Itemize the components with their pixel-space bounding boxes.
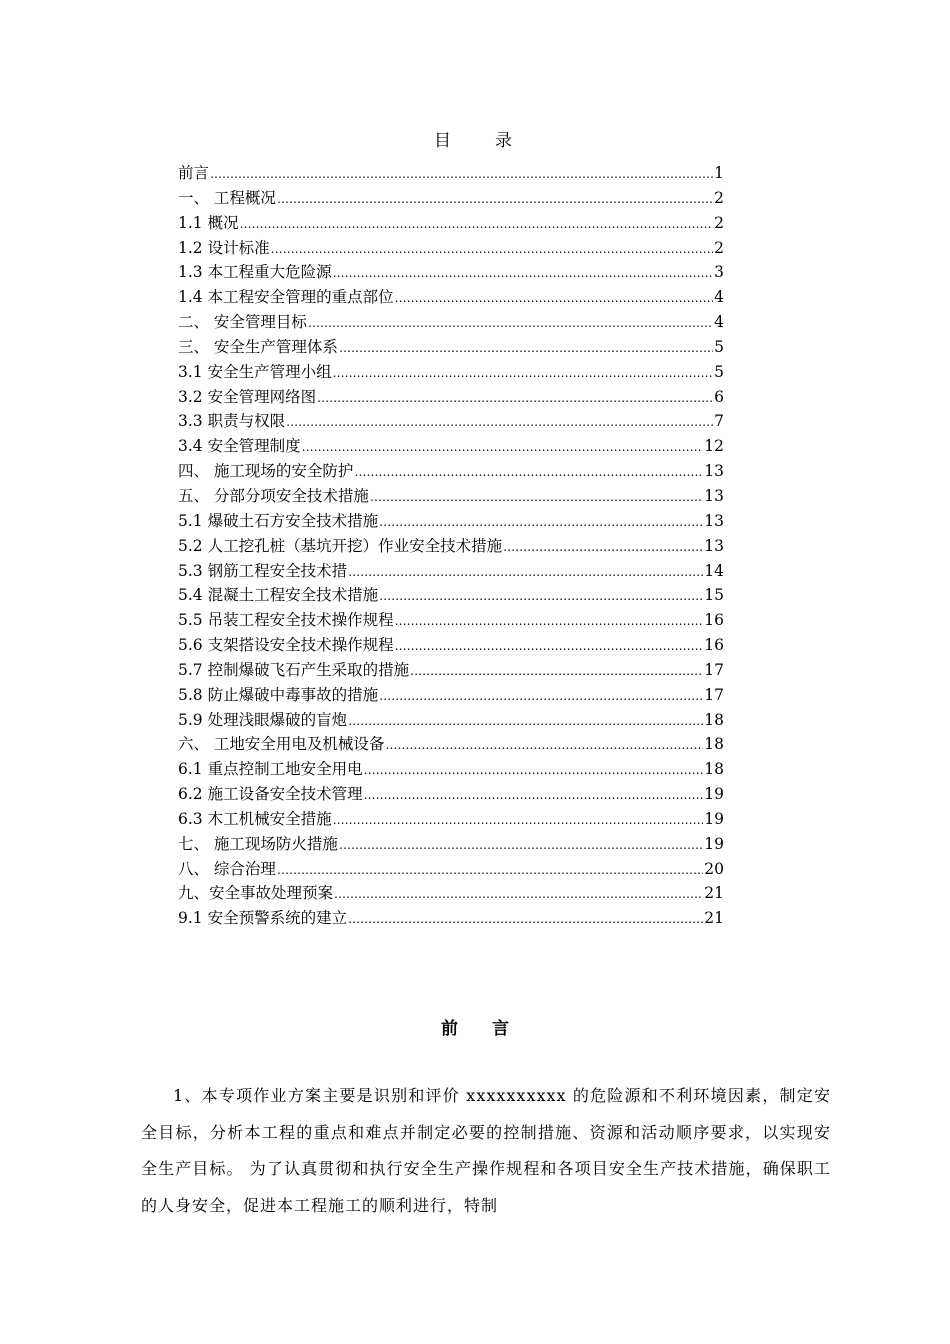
- toc-entry-page: 3: [714, 263, 724, 282]
- toc-entry-page: 13: [704, 486, 724, 505]
- toc-entry-label: 前言: [178, 164, 210, 182]
- toc-entry-leader: [308, 311, 713, 336]
- toc-entry[interactable]: [178, 757, 724, 782]
- toc-entry[interactable]: [178, 335, 724, 360]
- toc-entry-label: 5.5 吊装工程安全技术操作规程: [178, 611, 394, 630]
- toc-entry-page: 16: [704, 611, 724, 630]
- toc-entry-label: 3.2 安全管理网络图: [178, 387, 317, 406]
- toc-entry-page: 1: [714, 164, 724, 182]
- toc-entry-leader: [339, 336, 713, 361]
- toc-entry-label: 一、 工程概况: [178, 188, 276, 207]
- toc-entry[interactable]: [178, 807, 724, 832]
- toc-entry-leader: [385, 733, 703, 758]
- toc-entry-page: 21: [704, 884, 724, 903]
- toc-entry-page: 4: [714, 288, 724, 307]
- toc-entry-label: 5.1 爆破土石方安全技术措施: [178, 511, 379, 530]
- toc-entry-leader: [503, 535, 703, 560]
- toc-entry-leader: [317, 386, 713, 411]
- toc-entry-leader: [395, 286, 714, 311]
- toc-entry-page: 18: [704, 760, 724, 779]
- toc-entry-page: 17: [704, 685, 724, 704]
- toc-entry[interactable]: [178, 260, 724, 285]
- toc-entry[interactable]: [178, 881, 724, 906]
- toc-entry-label: 1.4 本工程安全管理的重点部位: [178, 288, 394, 307]
- toc-entry-page: 17: [704, 660, 724, 679]
- toc-entry-leader: [379, 510, 703, 535]
- toc-entry-leader: [240, 212, 714, 237]
- toc-entry-leader: [395, 609, 704, 634]
- toc-entry-page: 18: [704, 710, 724, 729]
- toc-entry-leader: [271, 237, 714, 262]
- toc-entry-page: 2: [714, 238, 724, 257]
- toc-entry[interactable]: [178, 310, 724, 335]
- toc-entry-leader: [333, 808, 704, 833]
- toc-entry-label: 5.3 钢筋工程安全技术措: [178, 561, 348, 580]
- toc-entry-page: 12: [704, 437, 724, 456]
- toc-entry-leader: [410, 659, 703, 684]
- toc-entry[interactable]: [178, 857, 724, 882]
- toc-entry[interactable]: [178, 236, 724, 261]
- toc-entry-label: 6.2 施工设备安全技术管理: [178, 785, 363, 804]
- toc-entry-label: 5.6 支架搭设安全技术操作规程: [178, 636, 394, 655]
- toc-entry-leader: [334, 882, 703, 907]
- toc-entry-page: 19: [704, 809, 724, 828]
- toc-entry-leader: [370, 485, 703, 510]
- toc-entry-page: 13: [704, 462, 724, 481]
- toc-entry-leader: [210, 162, 713, 187]
- toc-entry[interactable]: [178, 186, 724, 211]
- toc-entry[interactable]: [178, 633, 724, 658]
- toc-entry[interactable]: [178, 782, 724, 807]
- toc-title-right: 录: [495, 131, 516, 151]
- toc-entry[interactable]: [178, 832, 724, 857]
- toc-entry-page: 15: [704, 586, 724, 605]
- toc-entry-leader: [348, 560, 703, 585]
- toc-entry[interactable]: [178, 509, 724, 534]
- toc-entry-page: 16: [704, 636, 724, 655]
- toc-entry-label: 五、 分部分项安全技术措施: [178, 486, 369, 505]
- toc-entry[interactable]: [178, 360, 724, 385]
- toc-entry[interactable]: [178, 608, 724, 633]
- toc-entry[interactable]: [178, 732, 724, 757]
- preface-title-left: 前: [441, 1019, 458, 1039]
- toc-entry-label: 八、 综合治理: [178, 859, 276, 878]
- toc-entry[interactable]: [178, 658, 724, 683]
- toc-entry-leader: [379, 584, 703, 609]
- toc-entry[interactable]: [178, 559, 724, 584]
- toc-entry-page: 14: [704, 561, 724, 580]
- toc-entry-page: 7: [714, 412, 724, 431]
- toc-entry-label: 六、 工地安全用电及机械设备: [178, 735, 385, 754]
- toc-entry[interactable]: [178, 683, 724, 708]
- toc-entry-page: 2: [714, 213, 724, 232]
- toc-entry-page: 18: [704, 735, 724, 754]
- toc-entry-leader: [348, 709, 703, 734]
- toc-entry-label: 3.4 安全管理制度: [178, 437, 301, 456]
- toc-entry[interactable]: [178, 161, 724, 186]
- toc-entry-label: 九、安全事故处理预案: [178, 884, 334, 903]
- toc-entry-label: 5.9 处理浅眼爆破的盲炮: [178, 710, 348, 729]
- toc-entry-page: 21: [704, 909, 724, 928]
- toc-entry[interactable]: [178, 459, 724, 484]
- toc-entry[interactable]: [178, 434, 724, 459]
- toc-entry-leader: [354, 460, 703, 485]
- toc-entry-leader: [379, 684, 703, 709]
- toc-entry[interactable]: [178, 484, 724, 509]
- toc-entry-page: 19: [704, 834, 724, 853]
- toc-entry[interactable]: [178, 583, 724, 608]
- preface-title: [0, 1014, 950, 1039]
- table-of-contents: [178, 161, 724, 931]
- toc-entry[interactable]: [178, 285, 724, 310]
- toc-entry-label: 5.8 防止爆破中毒事故的措施: [178, 685, 379, 704]
- toc-entry-page: 13: [704, 511, 724, 530]
- toc-entry-label: 5.2 人工挖孔桩（基坑开挖）作业安全技术措施: [178, 536, 503, 555]
- toc-entry-label: 3.3 职责与权限: [178, 412, 286, 431]
- toc-entry-leader: [395, 634, 704, 659]
- toc-entry[interactable]: [178, 534, 724, 559]
- toc-entry-page: 19: [704, 785, 724, 804]
- toc-entry-label: 四、 施工现场的安全防护: [178, 462, 354, 481]
- toc-entry-label: 6.1 重点控制工地安全用电: [178, 760, 363, 779]
- toc-entry-leader: [333, 361, 714, 386]
- toc-entry-leader: [364, 758, 704, 783]
- toc-entry-label: 3.1 安全生产管理小组: [178, 362, 332, 381]
- toc-entry-page: 20: [704, 859, 724, 878]
- toc-entry-leader: [286, 410, 713, 435]
- toc-entry-page: 13: [704, 536, 724, 555]
- toc-entry[interactable]: [178, 906, 724, 931]
- toc-entry-page: 4: [714, 313, 724, 332]
- toc-entry-label: 七、 施工现场防火措施: [178, 834, 338, 853]
- toc-entry-leader: [333, 261, 714, 286]
- toc-entry-leader: [277, 858, 703, 883]
- toc-entry-leader: [348, 907, 703, 932]
- toc-entry-page: 5: [714, 337, 724, 356]
- toc-entry-label: 1.3 本工程重大危险源: [178, 263, 332, 282]
- toc-entry[interactable]: [178, 211, 724, 236]
- toc-entry-label: 三、 安全生产管理体系: [178, 337, 338, 356]
- toc-entry-leader: [364, 783, 704, 808]
- toc-entry-page: 5: [714, 362, 724, 381]
- toc-entry-label: 5.4 混凝土工程安全技术措施: [178, 586, 379, 605]
- toc-entry-page: 2: [714, 188, 724, 207]
- toc-entry-label: 1.1 概况: [178, 213, 239, 232]
- toc-entry[interactable]: [178, 409, 724, 434]
- toc-entry-label: 1.2 设计标准: [178, 238, 270, 257]
- toc-entry[interactable]: [178, 708, 724, 733]
- preface-paragraph: 1、本专项作业方案主要是识别和评价 xxxxxxxxxx 的危险源和不利环境因素，制定安全目标，分析本工程的重点和难点并制定必要的控制措施、资源和活动顺序要求，以实现安全生产目标。 为了认真贯彻和执行安全生产操作规程和各项目安全生产技术措施，确保职工的人身安全，促进本工程施工的顺利进行，特制: [141, 1086, 831, 1215]
- toc-entry-label: 9.1 安全预警系统的建立: [178, 909, 348, 928]
- toc-entry-leader: [302, 435, 704, 460]
- toc-entry[interactable]: [178, 385, 724, 410]
- toc-entry-label: 二、 安全管理目标: [178, 313, 307, 332]
- preface-title-right: 言: [492, 1019, 509, 1039]
- toc-entry-label: 5.7 控制爆破飞石产生采取的措施: [178, 660, 410, 679]
- toc-entry-leader: [339, 833, 703, 858]
- toc-title: [0, 126, 950, 151]
- toc-entry-leader: [277, 187, 713, 212]
- toc-entry-label: 6.3 木工机械安全措施: [178, 809, 332, 828]
- toc-title-left: 目: [434, 131, 455, 151]
- toc-entry-page: 6: [714, 387, 724, 406]
